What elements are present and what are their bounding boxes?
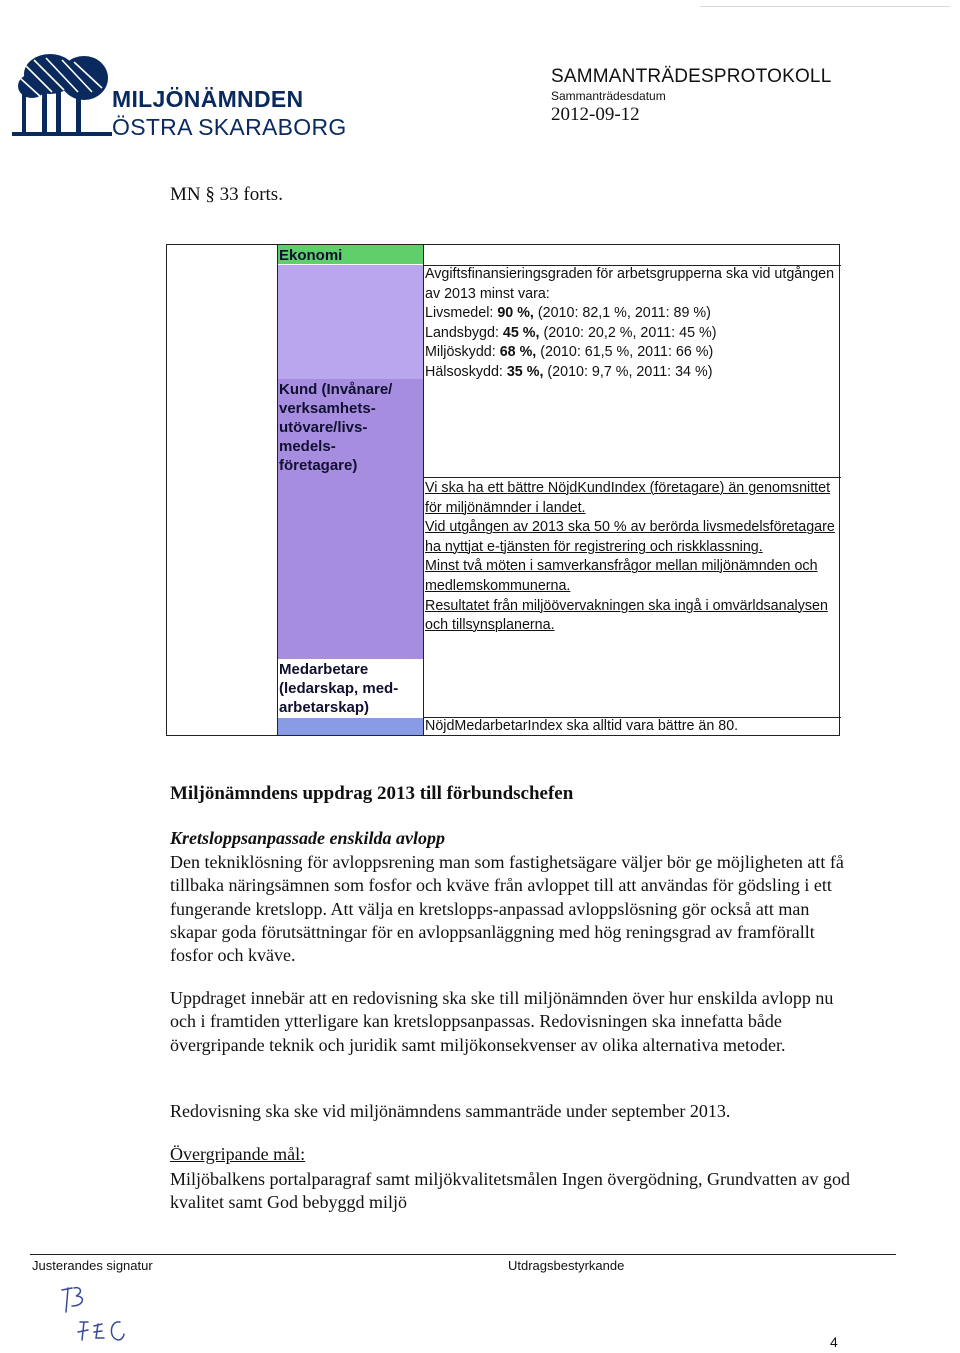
- category-kund-main: [277, 379, 423, 659]
- kund-goal: Vi ska ha ett bättre NöjdKundIndex (företagare) än genomsnittet för miljönämnder i landet.: [425, 480, 831, 516]
- paragraph-1: Den tekniklösning för avloppsrening man som fastighetsägare väljer bör ge möjligheten att få tillbaka näringsämnen som fosfor och kväve från avloppet till att användas för gödsling i ett fungerande kretslopp. Att välja en kretslopps-anpassad avloppslösning gör också att man skapar goda förutsättningar för en avloppsanläggning med hög reningsgrad av framförallt fosfor och kväve.: [170, 852, 844, 966]
- medarbetare-cell: [423, 717, 841, 737]
- kund-goal: Minst två möten i samverkansfrågor mellan miljönämnden och medlemskommunerna.: [425, 558, 818, 594]
- top-rule: [700, 6, 950, 7]
- kund-cell: [423, 479, 841, 636]
- category-label: Medarbetare (ledarskap, med-arbetarskap): [277, 659, 423, 718]
- ekonomi-cell: [423, 265, 841, 383]
- category-ekonomi: [277, 245, 423, 264]
- assignment-heading: Miljönämndens uppdrag 2013 till förbundschefen: [170, 783, 574, 804]
- handwritten-initials: [58, 1282, 158, 1344]
- category-medarbetare: [277, 659, 423, 735]
- org-name-line2: ÖSTRA SKARABORG: [112, 114, 347, 140]
- protocol-title: SAMMANTRÄDESPROTOKOLL: [551, 66, 832, 87]
- kund-goal: Vid utgången av 2013 ska 50 % av berörda livsmedelsföretagare ha nyttjat e-tjänsten för registrering och riskklassning.: [425, 519, 835, 555]
- category-label: Kund (Invånare/ verksamhets-utövare/livs-medels-företagare): [279, 381, 393, 474]
- ekonomi-row: Livsmedel: 90 %, (2010: 82,1 %, 2011: 89 %): [425, 305, 711, 322]
- goals-heading: Övergripande mål:: [170, 1144, 306, 1164]
- assignment-subheading: Kretsloppsanpassade enskilda avlopp: [170, 828, 446, 848]
- meeting-date: 2012-09-12: [551, 104, 640, 125]
- org-name-line1: MILJÖNÄMNDEN: [112, 86, 304, 112]
- page-number: 4: [830, 1334, 838, 1350]
- category-label: Ekonomi: [279, 247, 343, 264]
- extract-label: Utdragsbestyrkande: [508, 1258, 625, 1273]
- tree-logo: [12, 52, 112, 138]
- paragraph-2: Uppdraget innebär att en redovisning ska ske till miljönämnden över hur enskilda avlopp nu och i framtiden ytterligare kan kretsloppsanpassas. Redovisningen ska innefatta både övergripande teknik och juridik samt miljökonsekvenser av olika alternativa metoder.: [170, 988, 834, 1055]
- medarbetare-goal: NöjdMedarbetarIndex ska alltid vara bättre än 80.: [425, 718, 739, 734]
- kund-goal: Resultatet från miljöövervakningen ska ingå i omvärldsanalysen och tillsynsplanerna.: [425, 597, 828, 634]
- ekonomi-intro: Avgiftsfinansieringsgraden för arbetsgrupperna ska vid utgången av 2013 minst vara:: [425, 266, 835, 302]
- ekonomi-row: Landsbygd: 45 %, (2010: 20,2 %, 2011: 45 %): [425, 324, 717, 341]
- section-reference: MN § 33 forts.: [170, 184, 283, 205]
- goals-text: Miljöbalkens portalparagraf samt miljökvalitetsmålen Ingen övergödning, Grundvatten av god kvalitet samt God bebyggd miljö: [170, 1169, 851, 1213]
- ekonomi-row: Hälsoskydd: 35 %, (2010: 9,7 %, 2011: 34 %): [425, 363, 713, 380]
- ekonomi-row: Miljöskydd: 68 %, (2010: 61,5 %, 2011: 66 %): [425, 344, 714, 361]
- signature-label: Justerandes signatur: [32, 1258, 153, 1273]
- paragraph-3: Redovisning ska ske vid miljönämndens sammanträde under september 2013.: [170, 1101, 731, 1121]
- goals-table: [166, 244, 840, 736]
- date-label: Sammanträdesdatum: [551, 89, 666, 103]
- signature-rule: [30, 1254, 896, 1255]
